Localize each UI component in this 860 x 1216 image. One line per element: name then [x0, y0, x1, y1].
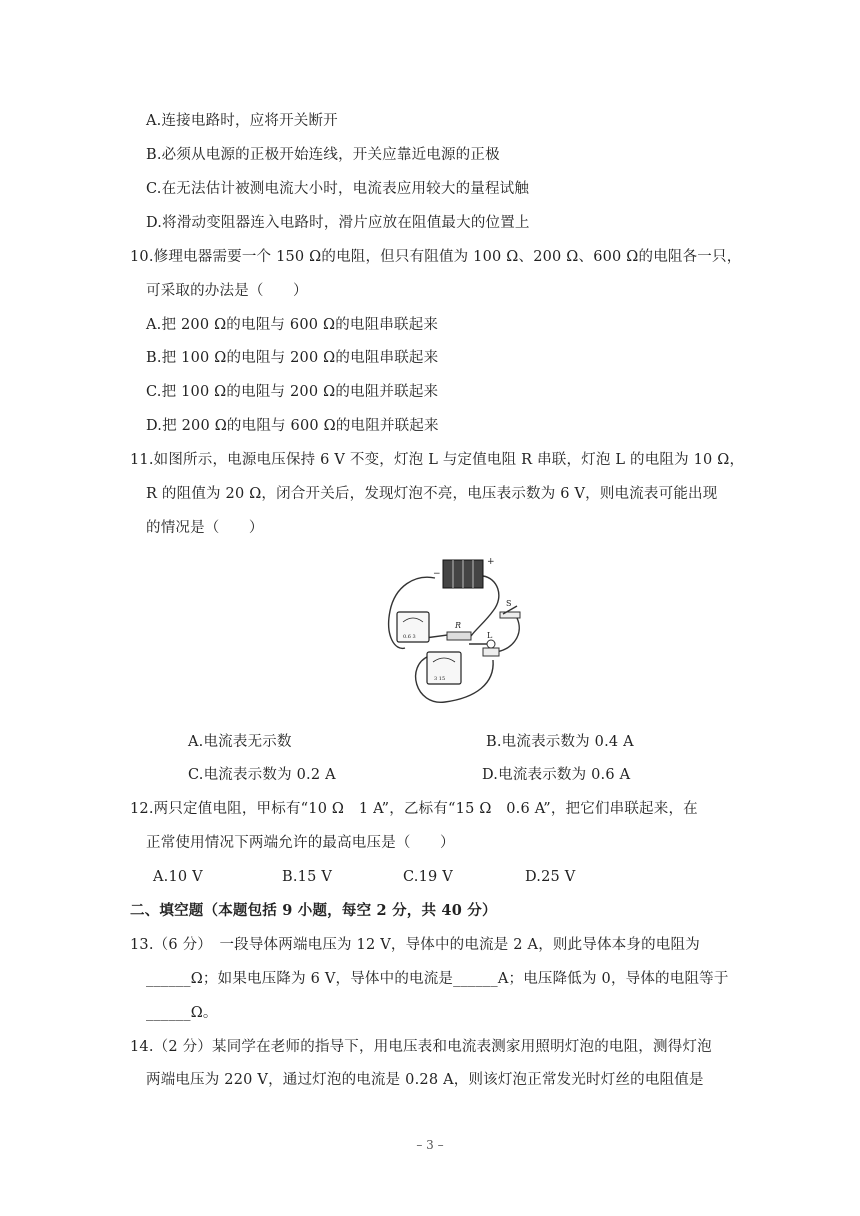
switch-icon [500, 599, 520, 618]
q10-option-d: D.把 200 Ω的电阻与 600 Ω的电阻并联起来 [146, 418, 439, 434]
q11-stem-line1: 11.如图所示，电源电压保持 6 V 不变，灯泡 L 与定值电阻 R 串联，灯泡 L 的电阻为 10 Ω， [130, 452, 745, 468]
q11-option-d: D.电流表示数为 0.6 A [482, 767, 631, 783]
q11-stem-line3: 的情况是（ ） [146, 520, 264, 536]
battery-icon [433, 557, 495, 588]
wire-switch-lamp [495, 618, 519, 652]
q9-option-b: B.必须从电源的正极开始连线，开关应靠近电源的正极 [146, 147, 500, 163]
q13-stem-line1: 13.（6 分） 一段导体两端电压为 12 V，导体中的电流是 2 A，则此导体本身的电阻为 [130, 937, 700, 953]
resistor-label: R [455, 621, 462, 630]
q10-option-c: C.把 100 Ω的电阻与 200 Ω的电阻并联起来 [146, 384, 439, 400]
q12-stem-line1: 12.两只定值电阻，甲标有“10 Ω 1 A”，乙标有“15 Ω 0.6 A”，把它们串联起来，在 [130, 801, 698, 817]
q10-option-b: B.把 100 Ω的电阻与 200 Ω的电阻串联起来 [146, 350, 439, 366]
q12-option-b: B.15 V [282, 869, 332, 885]
ammeter-icon [427, 652, 461, 684]
ammeter-scale: 3 15 [434, 676, 446, 682]
q11-stem-line2: R 的阻值为 20 Ω，闭合开关后，发现灯泡不亮，电压表示数为 6 V，则电流表可能出现 [146, 486, 718, 502]
switch-label: S [506, 599, 512, 608]
circuit-diagram [375, 556, 525, 706]
lamp-label: L [487, 631, 493, 640]
q9-option-d: D.将滑动变阻器连入电路时，滑片应放在阻值最大的位置上 [146, 215, 530, 231]
voltmeter-scale: 0.6 3 [403, 634, 416, 640]
q9-option-a: A.连接电路时，应将开关断开 [146, 113, 338, 129]
voltmeter-icon [397, 612, 429, 642]
q10-stem-line2: 可采取的办法是（ ） [146, 283, 308, 299]
section-heading: 二、填空题（本题包括 9 小题，每空 2 分，共 40 分） [130, 902, 497, 919]
q12-option-c: C.19 V [403, 869, 453, 885]
resistor-icon [447, 621, 471, 640]
battery-plus-label: + [487, 557, 495, 567]
q10-stem-line1: 10.修理电器需要一个 150 Ω的电阻，但只有阻值为 100 Ω、200 Ω、600 Ω的电阻各一只， [130, 249, 742, 265]
q12-option-a: A.10 V [153, 869, 203, 885]
q14-stem-line1: 14.（2 分）某同学在老师的指导下，用电压表和电流表测家用照明灯泡的电阻，测得灯泡 [130, 1039, 712, 1055]
q12-stem-line2: 正常使用情况下两端允许的最高电压是（ ） [146, 835, 455, 851]
q11-option-c: C.电流表示数为 0.2 A [188, 767, 336, 783]
page-number: – 3 – [416, 1138, 444, 1152]
q13-stem-line2: ______Ω；如果电压降为 6 V，导体中的电流是______A；电压降低为 0，导体的电阻等于 [146, 971, 729, 987]
q11-option-b: B.电流表示数为 0.4 A [486, 734, 634, 750]
q13-stem-line3: ______Ω。 [146, 1005, 218, 1021]
q9-option-c: C.在无法估计被测电流大小时，电流表应用较大的量程试触 [146, 181, 530, 197]
q11-option-a: A.电流表无示数 [188, 734, 292, 750]
q14-stem-line2: 两端电压为 220 V，通过灯泡的电流是 0.28 A，则该灯泡正常发光时灯丝的电阻值是 [146, 1072, 704, 1088]
battery-minus-label: − [433, 569, 441, 579]
q10-option-a: A.把 200 Ω的电阻与 600 Ω的电阻串联起来 [146, 317, 439, 333]
q12-option-d: D.25 V [525, 869, 576, 885]
